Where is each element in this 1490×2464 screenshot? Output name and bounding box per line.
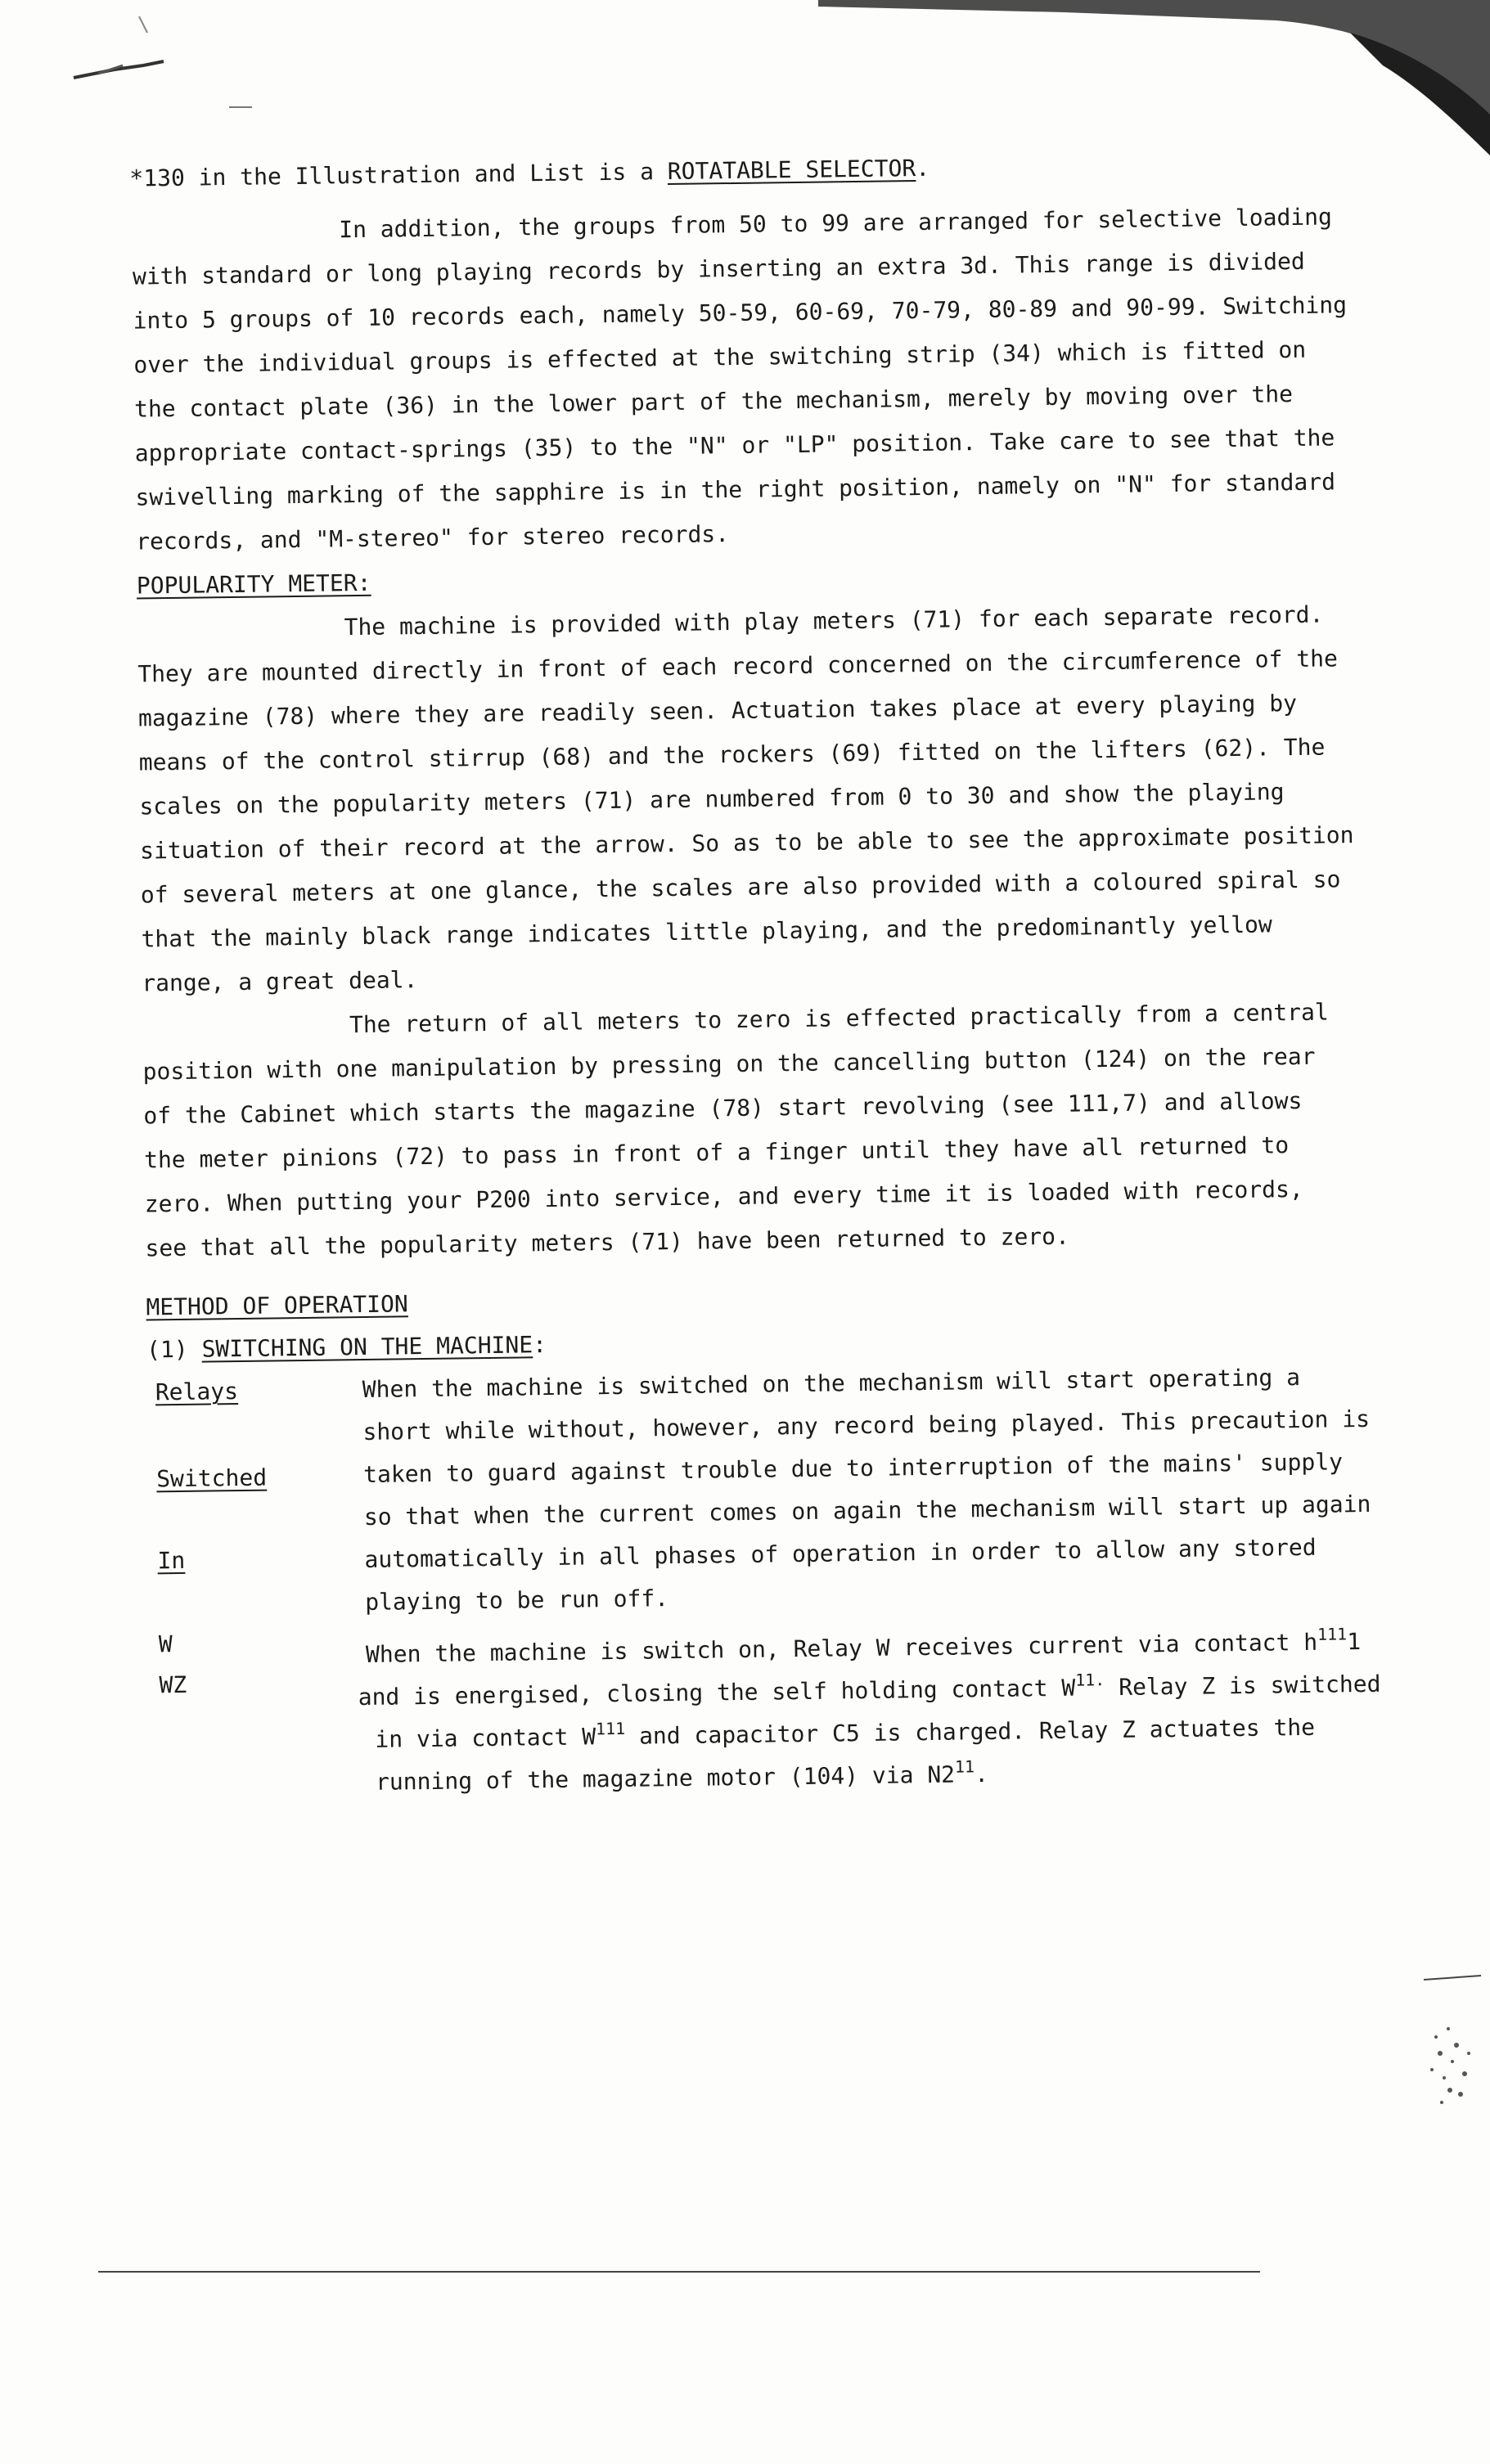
method-body-line: taken to guard against trouble due to interruption of the mains' supply: [362, 1448, 1344, 1489]
side-label-relays: Relays: [155, 1378, 239, 1406]
popularity-meter-heading: POPULARITY METER:: [136, 569, 371, 600]
para3-line: the meter pinions (72) to pass in front of a finger until they have all returned to: [143, 1131, 1290, 1174]
side-label-wz: WZ: [159, 1670, 187, 1699]
relay-line: in via contact $W^{111}$ and capacitor C5 is charged. Relay Z actuates the: [375, 1713, 1316, 1753]
side-label-w: W: [158, 1630, 173, 1658]
side-label-switched: Switched: [155, 1464, 268, 1493]
para1-line: In addition, the groups from 50 to 99 are arranged for selective loading: [339, 203, 1333, 244]
popularity-line: magazine (78) where they are readily seen. Actuation takes place at every playing by: [137, 690, 1298, 732]
method-body-line: automatically in all phases of operation in order to allow any stored: [364, 1533, 1317, 1574]
method-body-line: playing to be run off.: [364, 1585, 669, 1616]
popularity-line: They are mounted directly in front of each record concerned on the circumference of the: [137, 645, 1339, 688]
para3-line: position with one manipulation by pressing on the cancelling button (124) on the rear: [142, 1042, 1316, 1086]
method-subheading: (1) SWITCHING ON THE MACHINE:: [146, 1331, 547, 1364]
rotatable-selector-heading: ROTATABLE SELECTOR: [667, 155, 916, 186]
method-body-line: When the machine is switched on the mechanism will start operating a: [362, 1364, 1301, 1404]
para1-line: over the individual groups is effected at the switching strip (34) which is fitted on: [133, 335, 1307, 379]
relay-line: When the machine is switch on, Relay W receives current via contact $h^{111}1$: [365, 1624, 1362, 1669]
popularity-line: means of the control stirrup (68) and the rockers (69) fitted on the lifters (62). The: [138, 733, 1326, 776]
method-body-line: short while without, however, any record being played. This precaution is: [362, 1405, 1371, 1446]
popularity-line: of several meters at one glance, the scales are also provided with a coloured spiral so: [140, 866, 1341, 909]
method-heading: METHOD OF OPERATION: [146, 1290, 408, 1321]
para3-line: The return of all meters to zero is effected practically from a central: [349, 998, 1329, 1039]
para3-line: see that all the popularity meters (71) have been returned to zero.: [145, 1222, 1070, 1262]
para1-line: the contact plate (36) in the lower part of the mechanism, merely by moving over the: [133, 380, 1294, 423]
para1-line: into 5 groups of 10 records each, namely 50-59, 60-69, 70-79, 80-89 and 90-99. Switching: [133, 291, 1348, 335]
para1-line: swivelling marking of the sapphire is in the right position, namely on "N" for standard: [135, 468, 1336, 511]
para1-line: with standard or long playing records by inserting an extra 3d. This range is divided: [132, 247, 1305, 290]
side-label-in: In: [157, 1546, 186, 1575]
para1-line: appropriate contact-springs (35) to the "N" or "LP" position. Take care to see that the: [134, 424, 1335, 467]
popularity-line: situation of their record at the arrow. So as to be able to see the approximate position: [139, 821, 1354, 865]
popularity-line: scales on the popularity meters (71) are numbered from 0 to 30 and show the playing: [139, 778, 1285, 821]
header-line: *130 in the Illustration and List is a ROTATABLE SELECTOR.: [129, 154, 930, 192]
popularity-line: The machine is provided with play meters (71) for each separate record.: [344, 600, 1324, 641]
popularity-line: that the mainly black range indicates little playing, and the predominantly yellow: [141, 911, 1272, 953]
relay-line: running of the magazine motor (104) via $N2^{11}$.: [375, 1756, 989, 1796]
para1-line: records, and "M-stereo" for stereo records.: [135, 520, 730, 555]
para3-line: zero. When putting your P200 into service, and every time it is loaded with records,: [144, 1175, 1303, 1218]
popularity-line: range, a great deal.: [142, 966, 418, 997]
para3-line: of the Cabinet which starts the magazine (78) start revolving (see 111,7) and allows: [143, 1086, 1303, 1130]
method-body-line: so that when the current comes on again the mechanism will start up again: [363, 1490, 1371, 1531]
relay-line: and is energised, closing the self holding contact $W^{11.}$ Relay Z is switched: [358, 1670, 1381, 1711]
